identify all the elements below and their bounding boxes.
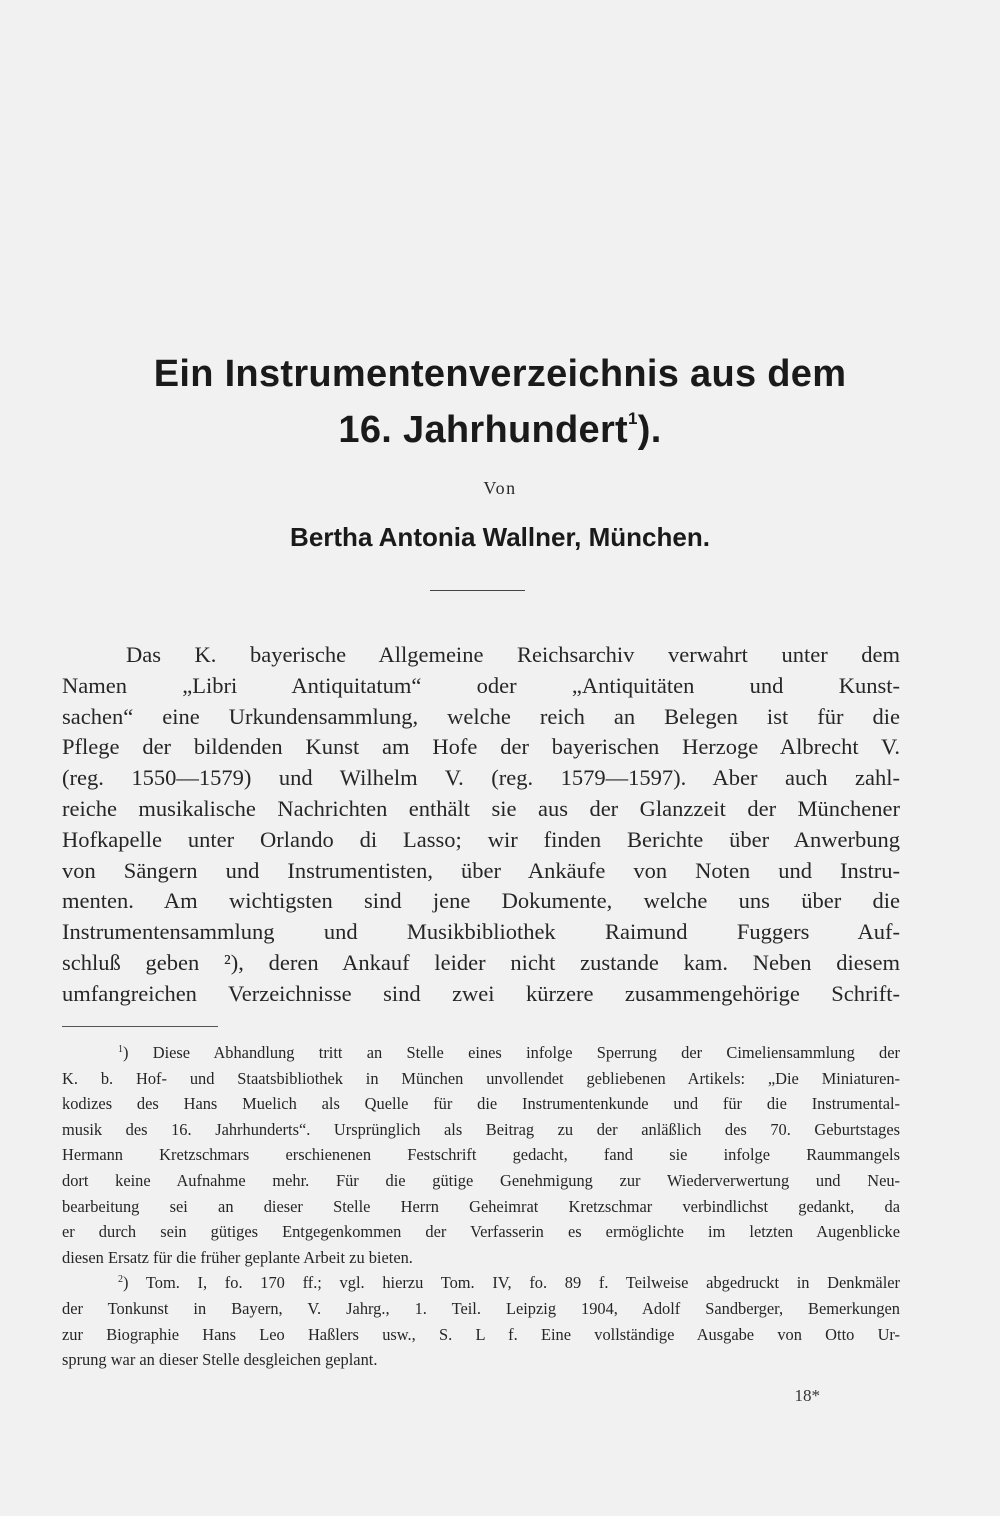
footnotes: [62, 1040, 900, 1373]
title-line-1: Ein Instrumentenverzeichnis aus dem: [153, 353, 847, 395]
footnote-1-mark: 1: [118, 1044, 123, 1055]
article-title: [60, 346, 940, 458]
body-line: schluß geben ²), deren Ankauf leider nicht zustande kam. Neben diesem: [62, 949, 900, 975]
footnote-separator: [62, 1026, 218, 1027]
footnote-1-line: [62, 1040, 900, 1066]
body-line: Das K. bayerische Allgemeine Reichsarchiv verwahrt unter dem: [126, 642, 900, 667]
body-line: Namen „Libri Antiquitatum“ oder „Antiquitäten und Kunst-: [62, 672, 900, 698]
footnote-1-line: Hermann Kretzschmars erschienenen Festschrift gedacht, fand sie infolge Raummangels: [62, 1145, 900, 1165]
body-paragraph: [62, 640, 900, 1010]
body-line: menten. Am wichtigsten sind jene Dokumente, welche uns über die: [62, 888, 900, 914]
body-line: (reg. 1550—1579) und Wilhelm V. (reg. 1579—1597). Aber auch zahl-: [62, 765, 900, 791]
footnote-2-line: sprung war an dieser Stelle desgleichen geplant.: [62, 1350, 378, 1370]
body-line: von Sängern und Instrumentisten, über Ankäufe von Noten und Instru-: [62, 857, 900, 883]
title-line-2-end: ).: [637, 409, 662, 451]
footnote-2-line: [62, 1270, 900, 1296]
byline: Von: [483, 478, 517, 498]
author-name: Bertha Antonia Wallner, München.: [290, 522, 710, 552]
body-line: sachen“ eine Urkundensammlung, welche reich an Belegen ist für die: [62, 703, 900, 729]
footnote-1-text: ) Diese Abhandlung tritt an Stelle eines infolge Sperrung der Cimeliensammlung der: [123, 1043, 900, 1062]
page-number: 18*: [794, 1386, 820, 1405]
title-divider: [430, 590, 525, 591]
footnote-2-text: ) Tom. I, fo. 170 ff.; vgl. hierzu Tom. IV, fo. 89 f. Teilweise abgedruckt in Denkmäler: [123, 1273, 900, 1293]
footnote-1-line: kodizes des Hans Muelich als Quelle für die Instrumentenkunde und für die Instrumental-: [62, 1094, 900, 1114]
footnote-2-line: zur Biographie Hans Leo Haßlers usw., S. L f. Eine vollständige Ausgabe von Otto Ur-: [62, 1324, 900, 1344]
body-line: umfangreichen Verzeichnisse sind zwei kürzere zusammengehörige Schrift-: [62, 980, 900, 1006]
body-line: Hofkapelle unter Orlando di Lasso; wir finden Berichte über Anwerbung: [62, 826, 900, 852]
body-line: Pflege der bildenden Kunst am Hofe der bayerischen Herzoge Albrecht V.: [62, 734, 900, 760]
footnote-1-line: musik des 16. Jahrhunderts“. Ursprünglich als Beitrag zu der anläßlich des 70. Geburtstages: [62, 1119, 900, 1139]
footnote-1-line: dort keine Aufnahme mehr. Für die gütige Genehmigung zur Wiederverwertung und Neu-: [62, 1170, 900, 1190]
body-line: reiche musikalische Nachrichten enthält sie aus der Glanzzeit der Münchener: [62, 795, 900, 821]
footnote-1-line: bearbeitung sei an dieser Stelle Herrn Geheimrat Kretzschmar verbindlichst gedankt, da: [62, 1196, 900, 1216]
title-line-2-text: 16. Jahrhundert: [338, 409, 628, 451]
footnote-2-line: der Tonkunst in Bayern, V. Jahrg., 1. Teil. Leipzig 1904, Adolf Sandberger, Bemerkungen: [62, 1298, 900, 1318]
footnote-1-line: er durch sein gütiges Entgegenkommen der Verfasserin es ermöglichte im letzten Augenblicke: [62, 1222, 900, 1242]
title-line-2: [60, 402, 940, 458]
footnote-2-mark: 2: [118, 1274, 123, 1286]
footnote-1-line: diesen Ersatz für die früher geplante Arbeit zu bieten.: [62, 1247, 413, 1267]
title-footnote-mark: 1: [628, 409, 638, 428]
footnote-1-line: K. b. Hof- und Staatsbibliothek in München unvollendet gebliebenen Artikels: „Die Miniaturen-: [62, 1068, 900, 1088]
body-line: Instrumentensammlung und Musikbibliothek Raimund Fuggers Auf-: [62, 919, 900, 945]
